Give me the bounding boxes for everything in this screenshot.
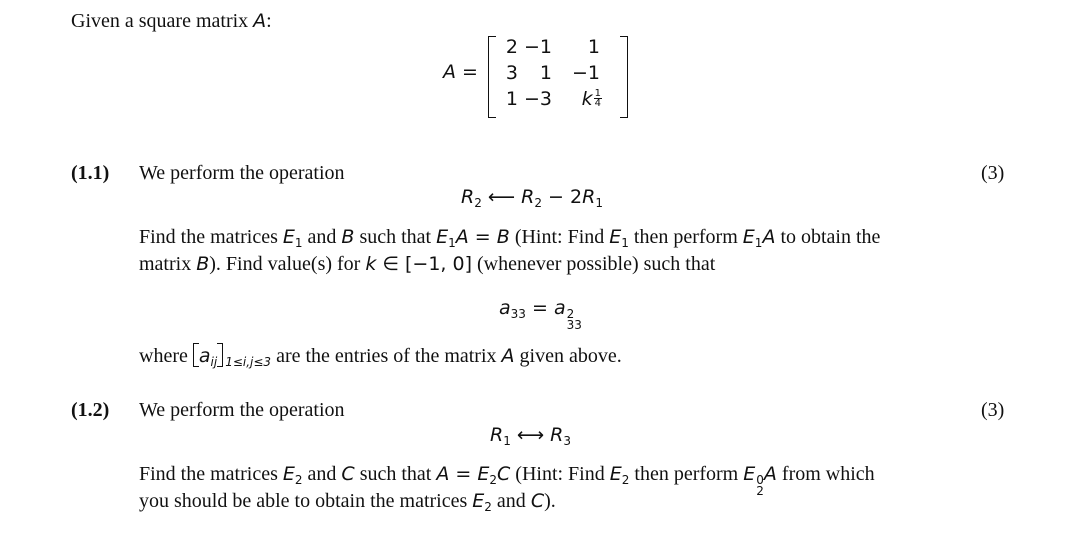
matrix-cell: 1 xyxy=(539,62,552,84)
matrix-cell: 1 xyxy=(587,36,600,58)
matrix-lhs-eq: = xyxy=(456,61,478,83)
matrix-cell: 3 xyxy=(505,62,518,84)
matrix-lhs-var: A xyxy=(443,61,456,83)
intro-text: Given a square matrix xyxy=(71,10,254,32)
double-arrow: ⟷ xyxy=(510,424,551,446)
matrix-lhs xyxy=(443,61,478,84)
q1-marks: (3) xyxy=(981,162,1005,184)
q2-marks: (3) xyxy=(981,399,1005,421)
q1-operation: $R_2$ ⟵ $R_2 - 2R_1$ xyxy=(461,186,603,210)
matrix-cell: −1 xyxy=(571,62,600,84)
k-exponent: $\frac{1}{4}$ xyxy=(594,88,601,109)
q2-line1: We perform the operation xyxy=(139,399,345,421)
q1-line1: We perform the operation xyxy=(139,162,345,184)
matrix-cell: 2 xyxy=(505,36,518,58)
q1-equation: $a_{33} = a$ 2 33 xyxy=(499,297,582,332)
q2-paragraph-line1: Find the matrices $E_2$ and C such that $A = E_2C$ (Hint: Find $E_2$ then perform E 0 2 A from which xyxy=(139,463,875,498)
matrix-k: k xyxy=(581,88,593,110)
q1-label: (1.1) xyxy=(71,162,110,184)
matrix-right-bracket xyxy=(620,36,628,118)
intro-var: A xyxy=(253,10,267,32)
right-square-bracket xyxy=(217,343,223,367)
matrix-cell: 1 xyxy=(505,88,518,110)
q2-operation: $R_1$ ⟷ $R_3$ xyxy=(490,424,572,448)
q1-paragraph-line2: matrix B). Find value(s) for k ∈ [−1, 0] (whenever possible) such that xyxy=(139,253,716,275)
q1-where-line: where $a_{ij}$ $_{1\le i,j\le 3}$ are the entries of the matrix A given above. xyxy=(139,345,622,369)
matrix-cell: −3 xyxy=(523,88,552,110)
matrix-cell-k xyxy=(552,87,602,111)
q2-paragraph-line2: you should be able to obtain the matrices $E_2$ and C). xyxy=(139,490,556,514)
q1-paragraph-line1: Find the matrices $E_1$ and B such that $E_1A = B$ (Hint: Find $E_1$ then perform $E_1A$ to obtain the xyxy=(139,226,881,250)
intro-colon: : xyxy=(266,10,272,32)
matrix-cell: −1 xyxy=(523,36,552,58)
intro-line xyxy=(71,9,272,33)
left-arrow: ⟵ xyxy=(481,186,522,208)
matrix-a xyxy=(488,30,628,115)
q2-label: (1.2) xyxy=(71,399,110,421)
